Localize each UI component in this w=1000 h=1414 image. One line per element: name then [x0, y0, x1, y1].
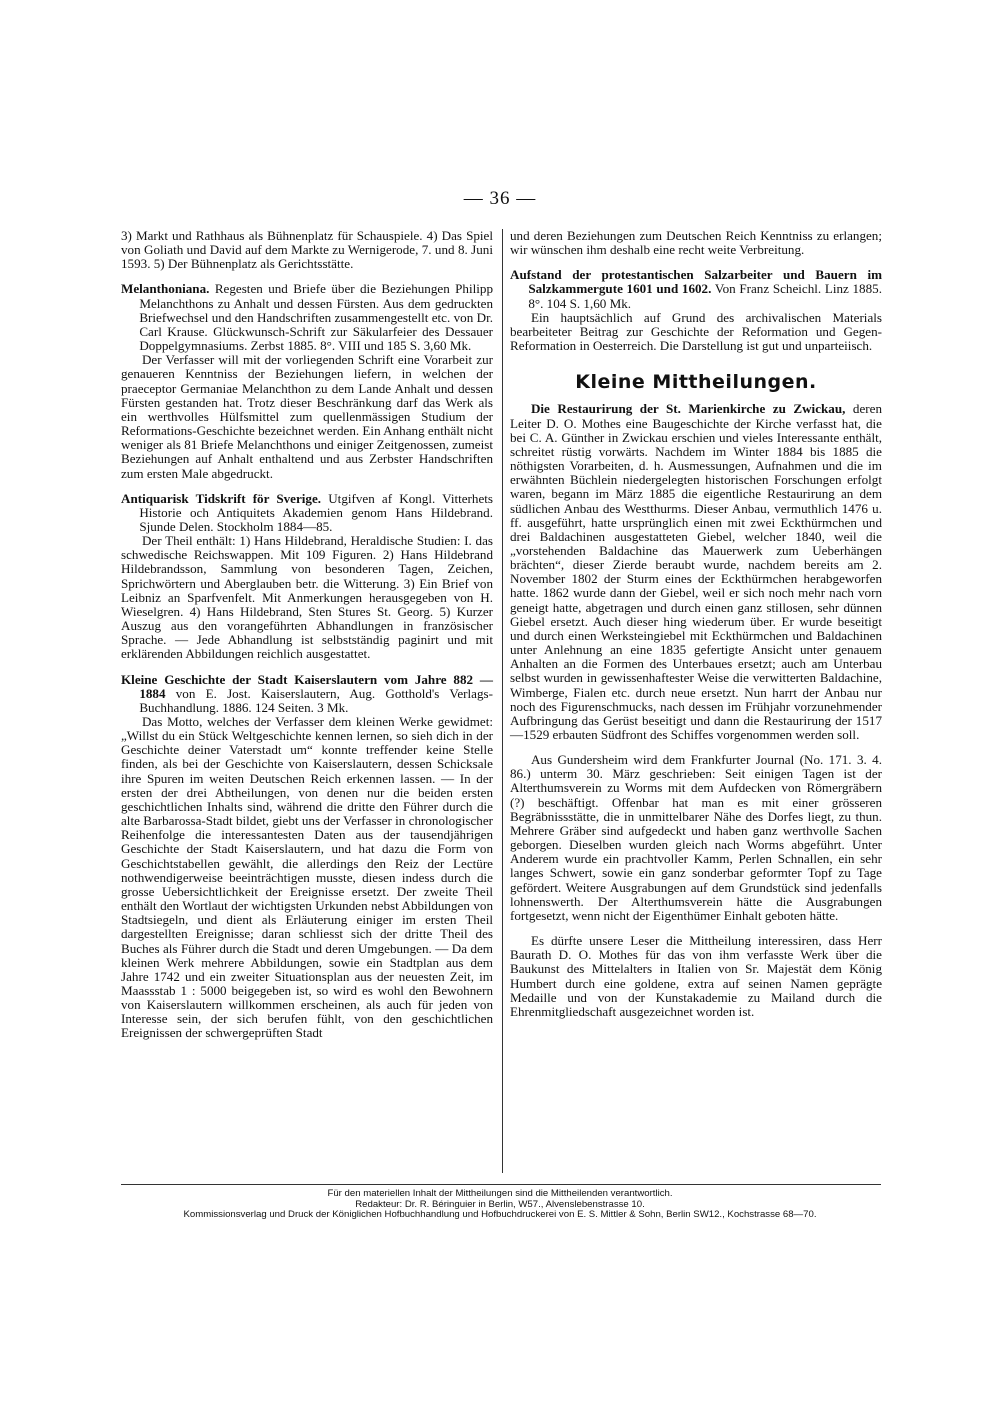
review-title: Antiquarisk Tidskrift för Sverige.	[121, 490, 322, 506]
right-column	[510, 229, 882, 1030]
review-body: Ein hauptsächlich auf Grund des archivalischen Materials bearbeiteter Beitrag zur Geschichte der Reformation und Gegen-Reformation in Oesterreich. Die Darstellung ist gut und unparteiisch.	[510, 309, 882, 354]
review-citation: von E. Jost. Kaiserslautern, Aug. Gotthold's Verlags-Buchhandlung. 1886. 124 Seiten. 3 Mk.	[139, 685, 493, 715]
review-body: Der Theil enthält: 1) Hans Hildebrand, Heraldische Studien: I. das schwedische Reichswappen. Mit 109 Figuren. 2) Hans Hildebrand Hildebrandsson, Sammlung von besonderen Tagen, Zeichen, Sprichwörtern und Aberglauben betr. die Witterung. 3) Ein Brief von Leibniz an Sparfvenfelt. Mit Anmerkungen herausgegeben von H. Wieselgren. 4) Hans Hildebrand, Sten Stures St. Georg. 5) Kurzer Auszug aus den vorangeführten Abhandlungen in französischer Sprache. — Jede Abhandlung ist selbstständig paginirt und mit erklärenden Abbildungen reichlich ausgestattet.	[121, 533, 493, 662]
continuation-text: und deren Beziehungen zum Deutschen Reich Kenntniss zu erlangen; wir wünschen ihm deshalb eine recht weite Verbreitung.	[510, 228, 882, 258]
review-title: Aufstand der protestantischen Salzarbeiter und Bauern im Salzkammergute 1601 und 1602.	[510, 267, 882, 297]
book-review	[121, 229, 493, 271]
review-title: Kleine Geschichte der Stadt Kaiserslautern vom Jahre 882 — 1884	[121, 671, 493, 701]
book-review	[121, 492, 493, 662]
imprint-footer	[100, 1189, 900, 1221]
footer-rule	[121, 1184, 881, 1185]
review-title: Melanthoniana.	[121, 281, 210, 297]
footer-publisher: Kommissionsverlag und Druck der Königlichen Hofbuchhandlung und Hofbuchdruckerei von E. S. Mittler & Sohn, Berlin SW12., Kochstrasse 68—70.	[183, 1209, 817, 1221]
news-item	[510, 402, 882, 742]
left-column	[121, 229, 493, 1052]
review-citation: Von Franz Scheichl. Linz 1885. 8°. 104 S. 1,60 Mk.	[528, 281, 882, 311]
footer-responsibility: Für den materiellen Inhalt der Mittheilungen sind die Mittheilenden verantwortlich.	[327, 1188, 673, 1199]
section-heading: Kleine Mittheilungen.	[575, 371, 817, 394]
review-citation: Regesten und Briefe über die Beziehungen Philipp Melanchthons zu Anhalt und dessen Fürsten. Aus dem gedruckten Briefwechsel und den Handschriften zusammengestellt etc. von Dr. Carl Krause. Glückwunsch-Schrift zur Säkularfeier des Dessauer Doppelgymnasiums. Zerbst 1885. 8°. VIII und 185 S. 3,60 Mk.	[139, 281, 493, 354]
news-body: Aus Gundersheim wird dem Frankfurter Journal (No. 171. 3. 4. 86.) unterm 30. März geschrieben: Seit einigen Tagen ist der Alterthumsverein zu Worms mit dem Aufdecken von Römergräbern (?) beschäftigt. Offenbar hat man es mit einer grösseren Begräbnissstätte, die in unmittelbarer Nähe des Dorfes liegt, zu thun. Mehrere Gräber sind aufgedeckt und haben ganz werthvolle Sachen geborgen. Dieselben wurden gleich nach Worms abgeführt. Unter Anderem wurde ein prachtvoller Kamm, Perlen Schnallen, ein sehr langes Schwert, sowie ein ganz sonderbar geformter Topf zu Tage gefördert. Weitere Ausgrabungen auf dem Grundstück sind jedenfalls lohnenswerth. Der Alterthumsverein hätte die Ausgrabungen fortgesetzt, wenn nicht der Eigenthümer Einhalt geboten hätte.	[510, 752, 882, 923]
review-citation: 3) Markt und Rathhaus als Bühnenplatz für Schauspiele. 4) Das Spiel von Goliath und David auf dem Markte zu Wernigerode, 7. und 8. Juni 1593. 5) Der Bühnenplatz als Gerichtsstätte.	[121, 228, 493, 272]
news-text	[510, 402, 882, 742]
page-number: — 36 —	[463, 188, 537, 209]
review-body: Der Verfasser will mit der vorliegenden Schrift eine Vorarbeit zur genaueren Kenntniss der Beziehungen liefern, in welchen der praeceptor Germaniae Melanchthon zu dem Lande Anhalt und dessen Fürsten gestanden hat. Trotz dieser Beschränkung darf das Werk als ein werthvolles Hülfsmittel zum quellenmässigen Studium der Reformations-Geschichte bezeichnet werden. Ein Anhang enthält nicht weniger als 81 Briefe Melanchthons und einiger Zeitgenossen, zumeist Beziehungen auf Anhalt enthaltend und aus Zerbster Handschriften zum ersten Male abgedruckt.	[121, 352, 493, 481]
review-heading	[510, 268, 882, 310]
review-body: Das Motto, welches der Verfasser dem kleinen Werke gewidmet: „Willst du ein Stück Weltgeschichte kennen lernen, so sieh dich in der Geschichte deiner Vaterstadt um“ konnte treffender keine Stelle finden, als bei der Geschichte von Kaiserslautern, dessen Schicksale ihre Spuren im weiten Deutschen Reich erkennen lassen. — In der ersten der drei Abtheilungen, von denen nur die beiden ersten geschichtlichen Inhalts sind, während die dritte den Führer durch die alte Barbarossa-Stadt bildet, giebt uns der Verfasser in chronologischer Reihenfolge die interessantesten Daten aus der tausendjährigen Geschichte der Stadt Kaiserslautern, und hat dazu die Form von Geschichtstabellen gewählt, die allerdings den Reiz der Lectüre nothwendigerweise beeinträchtigen musste, diesen indess durch die grosse Uebersichtlichkeit der Ereignisse ersetzt. Der zweite Theil enthält den Wortlaut der wichtigsten Urkunden nebst Abbildungen von Stadtsiegeln, und dient als Erläuterung einiger im ersten Theil dargestellten Ereignisse; daran schliesst sich der dritte Theil des Buches als Führer durch die Stadt und deren Umgebungen. — Da dem kleinen Werk mehrere Abbildungen, sowie ein Stadtplan aus dem Jahre 1742 und ein zweiter Situationsplan aus der neuesten Zeit, im Maassstab 1 : 5000 beigegeben ist, so wird es wohl den Bewohnern von Kaiserslautern willkommen erscheinen, als auch für jeden von Interesse sein, der sich berufen fühlt, von den geschichtlichen Ereignissen der schwergeprüften Stadt	[121, 714, 493, 1041]
review-heading	[121, 673, 493, 715]
news-body: Es dürfte unsere Leser die Mittheilung interessiren, dass Herr Baurath D. O. Mothes für das von ihm verfasste Werk über die Baukunst des Mittelalters in Italien von Sr. Majestät dem König Humbert durch eine goldene, extra auf seinen Namen geprägte Medaille und von der Kunstakademie zu Mailand durch die Ehrenmitgliedschaft ausgezeichnet worden ist.	[510, 933, 882, 1019]
news-item	[510, 753, 882, 923]
news-title: Die Restaurirung der St. Marienkirche zu Zwickau,	[530, 401, 846, 417]
book-review	[121, 673, 493, 1041]
footer-editor: Redakteur: Dr. R. Béringuier in Berlin, W57., Alvenslebenstrasse 10.	[355, 1198, 645, 1210]
column-divider	[502, 229, 503, 1173]
news-item	[510, 934, 882, 1019]
news-body: deren Leiter D. O. Mothes eine Baugeschichte der Kirche verfasst hat, die bei C. A. Günther in Zwickau erschien und vieles Interessante enthält, schreitet rüstig vorwärts. Nachdem im Winter 1884 bis 1885 die nöthigsten Vorarbeiten, d. h. Ausmessungen, Aufnahmen und die im erwähnten Büchlein niedergelegten historischen Forschungen erfolgt waren, begann im März 1885 die eigentliche Restaurirung an dem südlichen Anbau des Westthurms. Dieser Anbau, vermuthlich 1476 u. ff. ausgeführt, hatte ursprünglich einen mit zwei Eckthürmchen und drei Baldachinen ausgestatteten Giebel, welcher 1840, weil die „vorstehenden Baldachine das Mauerwerk zum Ueberhängen brächten“, dieser Zierde beraubt wurde, nachdem bereits am 2. November 1802 der Sturm eines der Eckthürmchen herabgeworfen hatte. 1862 wurde dann der Giebel, weil er sich noch mehr nach vorn geneigt hatte, abgetragen und durch einen ganz stillosen, sehr dünnen Giebel ersetzt. Auch dieser hing wiederum über. Er wurde beseitigt und durch einen Werksteingiebel mit Eckthürmchen und Baldachinen unter Anlehnung an eine 1835 gefertigte Ansicht unter genauem Anhalten an die Formen des Unterbaues ersetzt; auch am Unterbau selbst wurden in gewissenhaftester Weise die verwitterten Baldachine, Wimberge, Fialen etc. durch neue ersetzt. Nun harrt der Anbau nur noch des Figurenschmucks, nach dessen im Frühjahr vorzunehmender Aufbringung das Gerüst beseitigt und dann die Restaurirung der 1517—1529 erbauten Südfront des Schiffes vorgenommen werden soll.	[510, 401, 882, 742]
book-review	[121, 282, 493, 480]
book-review	[510, 268, 882, 353]
review-citation: Utgifven af Kongl. Vitterhets Historie och Antiquitets Akademien genom Hans Hildebrand. Sjunde Delen. Stockholm 1884—85.	[139, 490, 493, 534]
review-heading	[121, 492, 493, 534]
review-heading	[121, 282, 493, 353]
review-continuation	[510, 229, 882, 257]
